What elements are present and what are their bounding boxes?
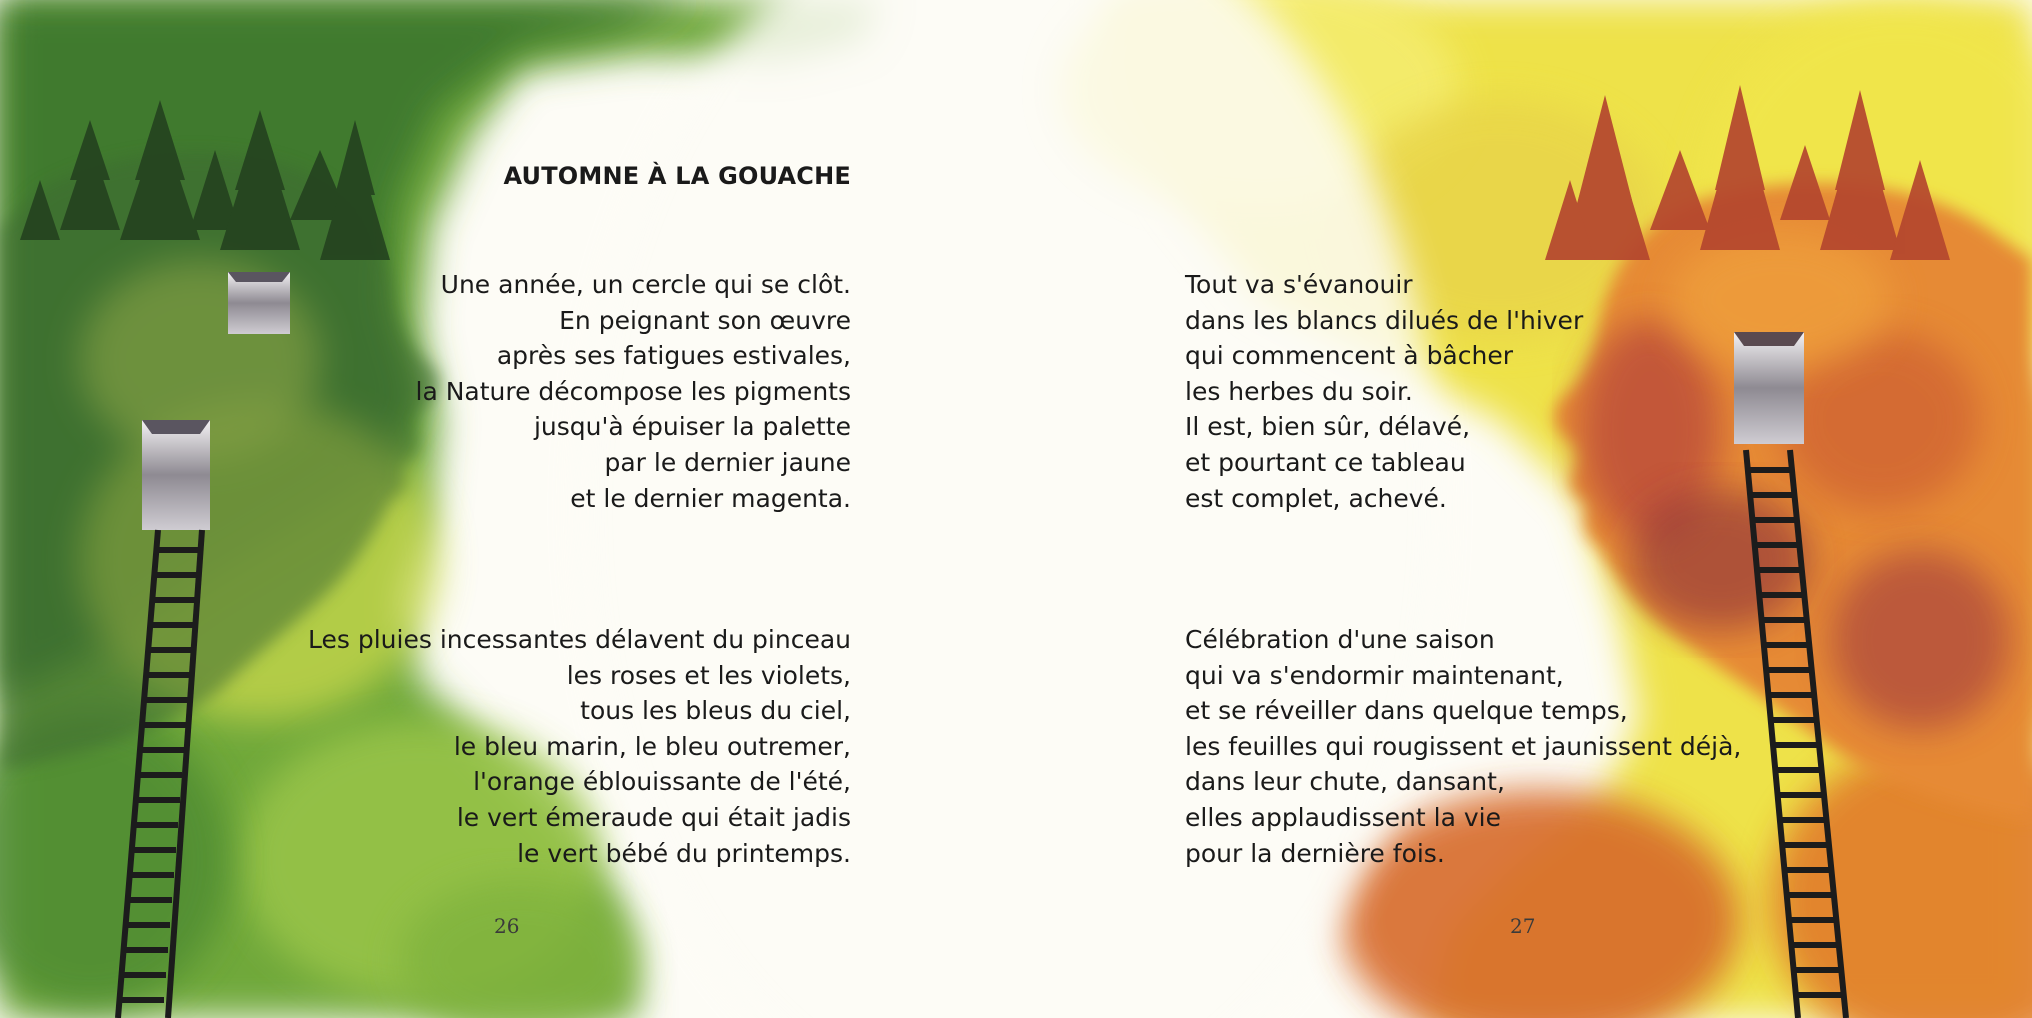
right-stanza-2 xyxy=(1185,622,1741,871)
poem-line: et le dernier magenta. xyxy=(570,483,851,513)
poem-line: le vert bébé du printemps. xyxy=(517,838,851,868)
poem-line: dans leur chute, dansant, xyxy=(1185,767,1505,797)
poem-line: qui va s'endormir maintenant, xyxy=(1185,660,1564,690)
poem-line: le vert émeraude qui était jadis xyxy=(456,802,851,832)
poem-line: dans les blancs dilués de l'hiver xyxy=(1185,305,1584,335)
poem-line: les feuilles qui rougissent et jaunissent déjà, xyxy=(1185,731,1742,761)
poem-line: Les pluies incessantes délavent du pinceau xyxy=(308,625,851,654)
poem-line: et pourtant ce tableau xyxy=(1185,447,1466,477)
left-stanza-1 xyxy=(416,267,852,516)
poem-line: pour la dernière fois. xyxy=(1185,838,1445,868)
left-stanza-2 xyxy=(308,622,851,871)
poem-line: le bleu marin, le bleu outremer, xyxy=(453,731,851,761)
poem-line: elles applaudissent la vie xyxy=(1185,802,1501,832)
right-door xyxy=(1734,332,1804,444)
poem-line: les roses et les violets, xyxy=(566,660,851,690)
page-number-left: 26 xyxy=(494,914,520,938)
poem-line: Tout va s'évanouir xyxy=(1185,270,1413,299)
poem-line: Il est, bien sûr, délavé, xyxy=(1185,412,1471,442)
page-number-right: 27 xyxy=(1510,914,1536,938)
poem-line: l'orange éblouissante de l'été, xyxy=(473,767,851,797)
left-door-bottom xyxy=(142,420,210,530)
poem-line: jusqu'à épuiser la palette xyxy=(533,412,851,442)
poem-line: Célébration d'une saison xyxy=(1185,625,1495,654)
right-stanza-1 xyxy=(1185,267,1583,516)
poem-line: par le dernier jaune xyxy=(604,447,851,477)
poem-line: est complet, achevé. xyxy=(1185,483,1447,513)
poem-line: tous les bleus du ciel, xyxy=(580,696,851,726)
poem-line: les herbes du soir. xyxy=(1185,376,1413,406)
poem-line: Une année, un cercle qui se clôt. xyxy=(440,270,851,299)
poem-line: qui commencent à bâcher xyxy=(1185,341,1514,371)
poem-line: et se réveiller dans quelque temps, xyxy=(1185,696,1628,726)
poem-line: après ses fatigues estivales, xyxy=(496,341,851,371)
left-door-top xyxy=(228,272,290,334)
poem-line: la Nature décompose les pigments xyxy=(415,376,851,406)
poem-title: AUTOMNE À LA GOUACHE xyxy=(503,162,851,190)
poem-line: En peignant son œuvre xyxy=(559,305,851,335)
